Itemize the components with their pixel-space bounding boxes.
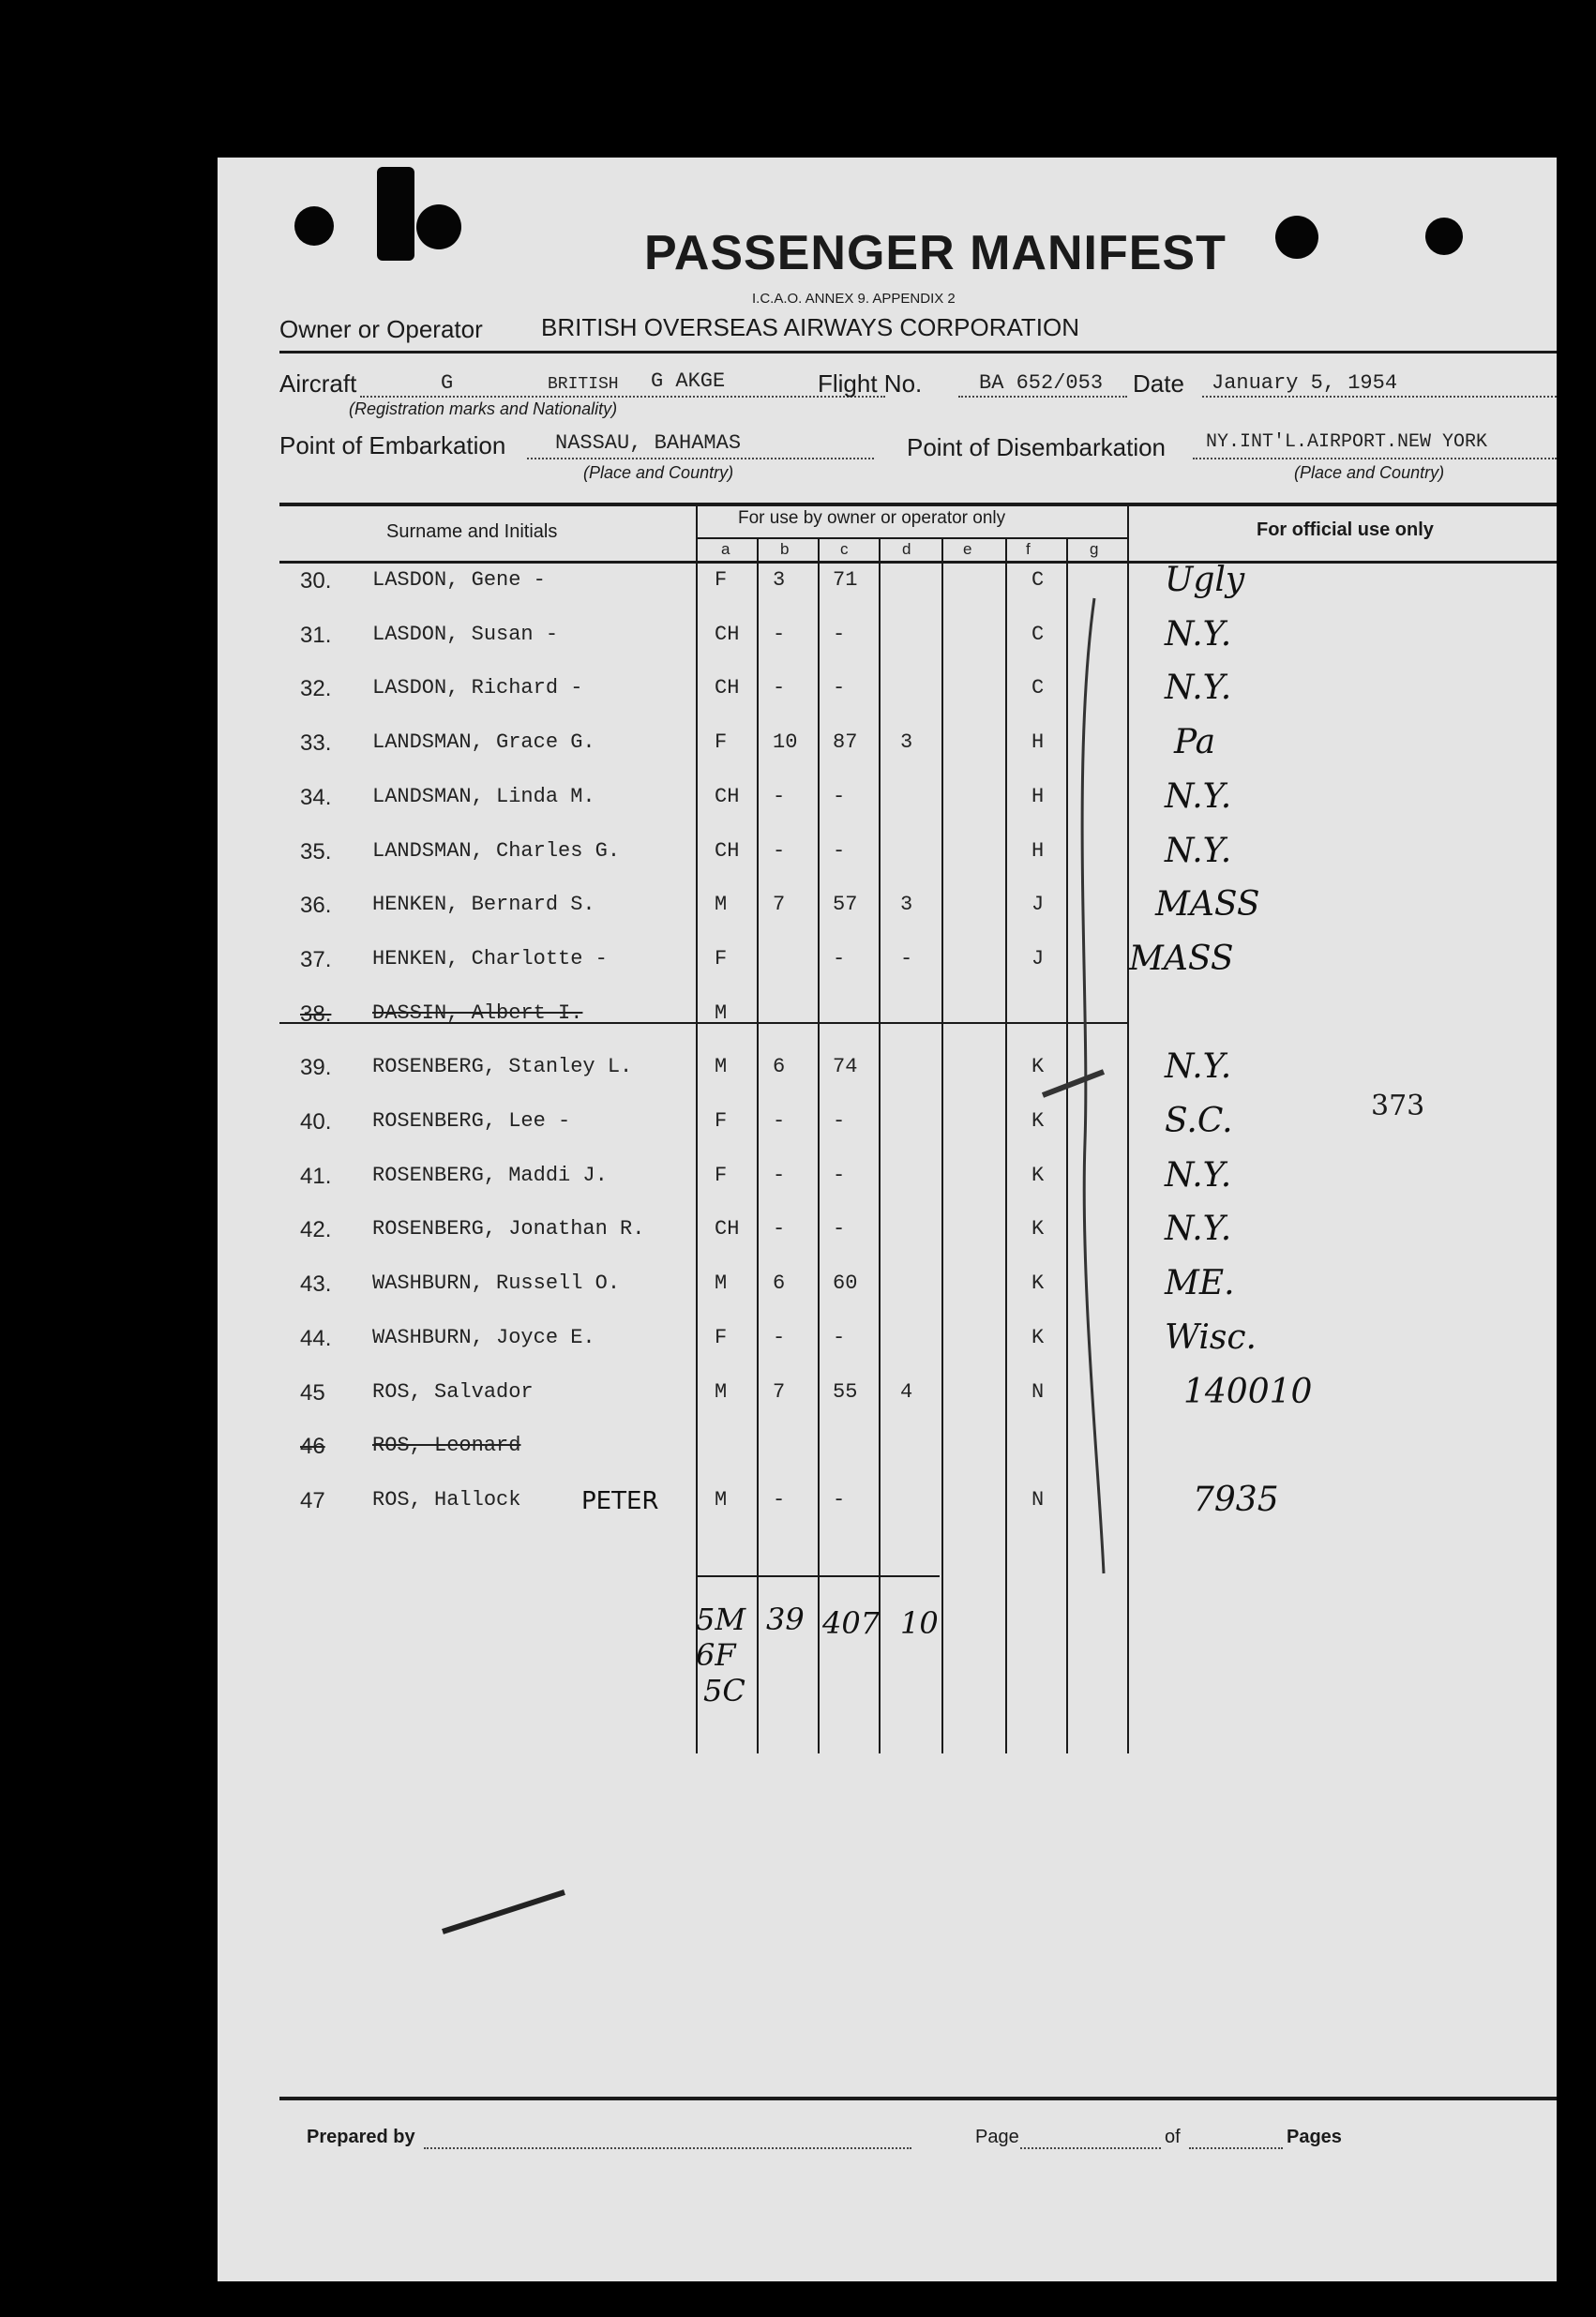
passenger-number: 34. [300,785,332,810]
passenger-name: ROSENBERG, Stanley L. [372,1055,633,1078]
passenger-official-note: N.Y. [1165,1047,1232,1086]
passenger-col-b: 7 [773,893,786,916]
passenger-col-b: 10 [773,730,798,754]
passenger-col-f: N [1031,1488,1045,1512]
passenger-sex: M [715,1380,728,1404]
embark-value: NASSAU, BAHAMAS [555,431,742,455]
of-dots [1189,2147,1283,2149]
passenger-number: 37. [300,947,332,972]
form-title: PASSENGER MANIFEST [644,226,1227,280]
subcol-c: c [840,540,849,558]
passenger-number: 38. [300,1001,332,1027]
passenger-name: ROS, Hallock [372,1488,521,1512]
passenger-col-c: - [833,1217,846,1241]
passenger-number: 41. [300,1164,332,1189]
passenger-number: 39. [300,1055,332,1080]
passenger-name: LANDSMAN, Linda M. [372,785,595,808]
passenger-official-note: 7935 [1193,1481,1279,1519]
passenger-col-f: H [1031,839,1045,863]
aircraft-label: Aircraft [279,369,357,398]
passenger-official-note: N.Y. [1165,832,1232,870]
passenger-col-f: H [1031,785,1045,808]
passenger-official-note: N.Y. [1165,669,1232,707]
subcol-d: d [902,540,911,558]
aircraft-note: (Registration marks and Nationality) [349,399,618,418]
total-a-females: 6F [696,1637,736,1673]
passenger-number: 43. [300,1271,332,1297]
passenger-col-d: 4 [900,1380,913,1404]
passenger-sex: M [715,1001,728,1025]
passenger-col-b: - [773,1164,786,1187]
passenger-number: 44. [300,1326,332,1351]
passenger-number: 40. [300,1109,332,1135]
passenger-col-c: - [833,676,846,700]
flight-value: BA 652/053 [979,371,1104,395]
passenger-name: ROSENBERG, Maddi J. [372,1164,608,1187]
passenger-col-f: N [1031,1380,1045,1404]
prepared-by-dots [424,2147,911,2149]
passenger-col-b: - [773,1217,786,1241]
passenger-number: 36. [300,893,332,918]
passenger-official-note: Pa [1174,723,1216,761]
passenger-name: WASHBURN, Joyce E. [372,1326,595,1349]
passenger-name: LASDON, Susan - [372,623,559,646]
flight-label: Flight No. [818,369,923,398]
stamp-number: 373 [1371,1090,1425,1122]
passenger-number: 46 [300,1434,325,1459]
passenger-sex: CH [715,623,740,646]
aircraft-g: G [441,371,454,395]
passenger-sex: CH [715,676,740,700]
passenger-number: 33. [300,730,332,756]
date-value: January 5, 1954 [1212,371,1398,395]
passenger-name: LANDSMAN, Charles G. [372,839,621,863]
passenger-col-c: - [833,623,846,646]
pages-label: Pages [1287,2127,1342,2147]
owner-use-header: For use by owner or operator only [738,508,1006,528]
passenger-sex: CH [715,839,740,863]
passenger-col-c: - [833,1109,846,1133]
subcol-a: a [721,540,730,558]
passenger-col-c: - [833,1164,846,1187]
total-a-males: 5M [696,1602,746,1637]
passenger-col-b: - [773,1488,786,1512]
passenger-name: DASSIN, Albert I. [372,1001,583,1025]
passenger-col-b: - [773,623,786,646]
passenger-col-f: K [1031,1055,1045,1078]
passenger-col-b: - [773,676,786,700]
surname-column-header: Surname and Initials [386,521,558,542]
passenger-name: ROSENBERG, Jonathan R. [372,1217,645,1241]
date-label: Date [1133,369,1184,398]
passenger-col-c: 57 [833,893,858,916]
passenger-col-c: - [833,1326,846,1349]
passenger-col-b: 7 [773,1380,786,1404]
passenger-number: 31. [300,623,332,648]
passenger-official-note: N.Y. [1165,1156,1232,1195]
passenger-col-f: K [1031,1271,1045,1295]
passenger-col-d: 3 [900,893,913,916]
passenger-number: 42. [300,1217,332,1242]
passenger-col-f: K [1031,1109,1045,1133]
passenger-col-c: 74 [833,1055,858,1078]
footer-rule [279,2097,1557,2100]
passenger-col-c: 60 [833,1271,858,1295]
subcol-e: e [963,540,972,558]
total-d: 10 [900,1605,939,1641]
peter-annotation: PETER [581,1487,659,1515]
aircraft-registration: G AKGE [651,369,726,393]
passenger-col-f: K [1031,1217,1045,1241]
of-label: of [1165,2127,1181,2147]
passenger-name: HENKEN, Charlotte - [372,947,608,970]
passenger-col-b: - [773,839,786,863]
passenger-official-note: MASS [1129,940,1234,978]
passenger-col-f: K [1031,1164,1045,1187]
passenger-name: LASDON, Richard - [372,676,583,700]
passenger-number: 30. [300,568,332,594]
passenger-official-note: Ugly [1165,561,1245,599]
passenger-sex: F [715,947,728,970]
passenger-number: 32. [300,676,332,701]
passenger-col-c: 71 [833,568,858,592]
pencil-marks [218,158,1557,2281]
passenger-sex: F [715,568,728,592]
passenger-col-c: - [833,785,846,808]
passenger-col-c: - [833,839,846,863]
passenger-official-note: 140010 [1183,1373,1313,1411]
passenger-col-f: C [1031,676,1045,700]
passenger-col-b: 3 [773,568,786,592]
passenger-sex: M [715,1271,728,1295]
passenger-col-b: - [773,1326,786,1349]
passenger-name: ROS, Salvador [372,1380,534,1404]
subcol-g: g [1090,540,1099,558]
page-dots [1020,2147,1161,2149]
passenger-name: LANDSMAN, Grace G. [372,730,595,754]
embark-note: (Place and Country) [583,463,734,482]
total-b: 39 [766,1602,805,1637]
passenger-col-f: H [1031,730,1045,754]
form-subtitle: I.C.A.O. ANNEX 9. APPENDIX 2 [752,291,956,307]
passenger-col-c: 55 [833,1380,858,1404]
passenger-name: ROS, Leonard [372,1434,521,1457]
passenger-official-note: N.Y. [1165,777,1232,816]
passenger-col-b: 6 [773,1055,786,1078]
disembark-label: Point of Disembarkation [907,433,1167,461]
passenger-official-note: MASS [1155,885,1260,924]
manifest-page [218,158,1557,2281]
passenger-col-f: J [1031,947,1045,970]
passenger-sex: CH [715,785,740,808]
passenger-col-f: C [1031,623,1045,646]
passenger-number: 35. [300,839,332,865]
passenger-col-c: 87 [833,730,858,754]
subcol-b: b [780,540,790,558]
passenger-col-f: K [1031,1326,1045,1349]
embark-label: Point of Embarkation [279,431,506,459]
passenger-name: ROSENBERG, Lee - [372,1109,571,1133]
passenger-name: HENKEN, Bernard S. [372,893,595,916]
passenger-name: WASHBURN, Russell O. [372,1271,621,1295]
passenger-col-b: 6 [773,1271,786,1295]
passenger-name: LASDON, Gene - [372,568,546,592]
total-c: 407 [822,1605,881,1641]
owner-label: Owner or Operator [279,315,483,343]
passenger-sex: F [715,1164,728,1187]
passenger-sex: F [715,1109,728,1133]
passenger-sex: M [715,1488,728,1512]
passenger-official-note: ME. [1165,1264,1235,1302]
passenger-col-c: - [833,947,846,970]
disembark-value: NY.INT'L.AIRPORT.NEW YORK [1206,431,1488,453]
passenger-col-b: - [773,1109,786,1133]
passenger-col-f: C [1031,568,1045,592]
official-use-header: For official use only [1257,519,1434,540]
passenger-sex: M [715,893,728,916]
passenger-col-c: - [833,1488,846,1512]
passenger-official-note: S.C. [1165,1102,1233,1140]
passenger-official-note: Wisc. [1165,1318,1257,1357]
passenger-col-d: - [900,947,913,970]
subcol-f: f [1026,540,1031,558]
passenger-number: 47 [300,1488,325,1513]
passenger-col-d: 3 [900,730,913,754]
passenger-official-note: N.Y. [1165,1210,1232,1248]
page-label: Page [975,2127,1019,2147]
passenger-sex: F [715,730,728,754]
passenger-sex: M [715,1055,728,1078]
disembark-note: (Place and Country) [1294,463,1445,482]
owner-value: BRITISH OVERSEAS AIRWAYS CORPORATION [541,313,1080,341]
prepared-by-label: Prepared by [307,2127,415,2147]
passenger-sex: CH [715,1217,740,1241]
passenger-official-note: N.Y. [1165,615,1232,654]
passenger-col-b: - [773,785,786,808]
passenger-number: 45 [300,1380,325,1406]
passenger-sex: F [715,1326,728,1349]
passenger-col-f: J [1031,893,1045,916]
total-a-children: 5C [703,1673,745,1708]
aircraft-nationality: BRITISH [548,375,619,394]
